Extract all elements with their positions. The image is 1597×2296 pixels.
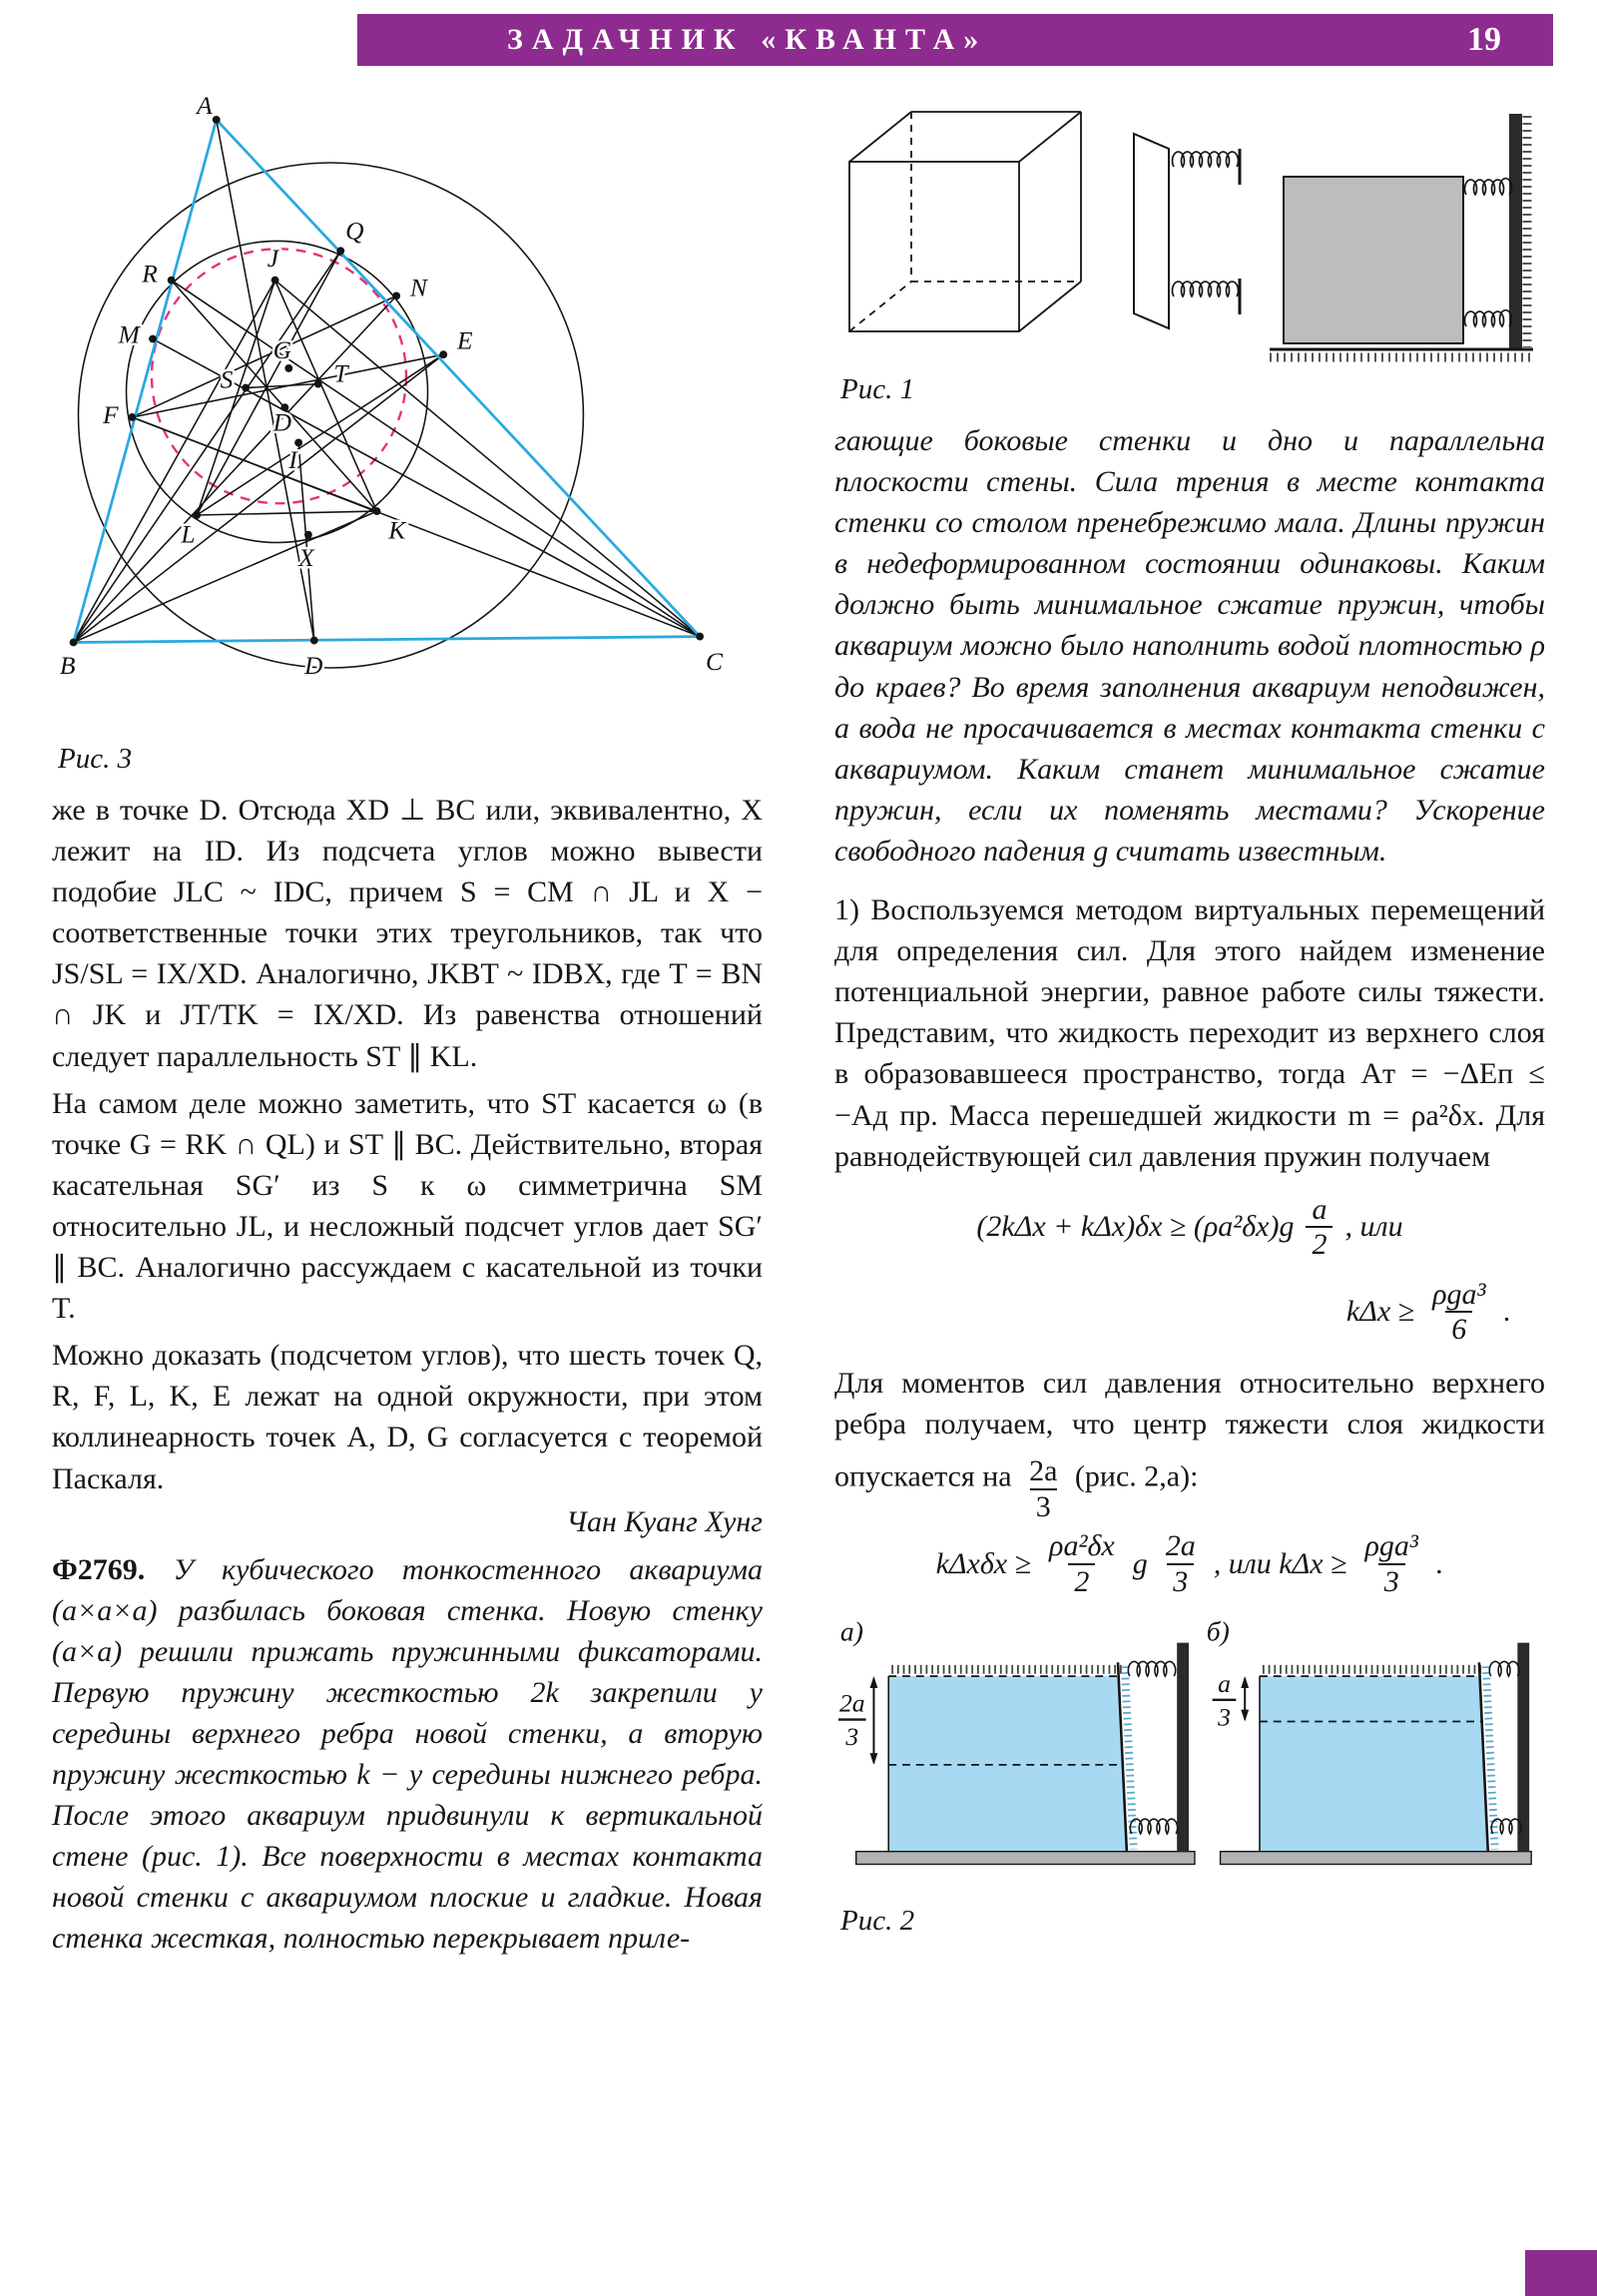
spring-coil-bottom xyxy=(1173,282,1239,296)
geometry-paragraph-2: На самом деле можно заметить, что ST касается ω (в точке G = RK ∩ QL) и ST ∥ BC. Действительно, вторая касательная SG′ из S к ω симметрична SM относительно JL, и несложный подсчет углов дает SG′ ∥ BC. Аналогично рассуждаем с касательной из точки T. xyxy=(52,1086,763,1326)
fraction: $\frac{a}{2}$ xyxy=(1306,1193,1332,1262)
problem-statement xyxy=(52,1549,763,1960)
point-dot-M xyxy=(149,335,157,343)
page-number: 19 xyxy=(1467,21,1501,58)
spring-coil-top xyxy=(1465,179,1512,195)
point-dot-J xyxy=(271,277,279,285)
figure-1-caption: Рис. 1 xyxy=(840,373,915,405)
fraction: $\frac{\text{ρga³}}{6}$ xyxy=(1432,1277,1486,1347)
cevian-line xyxy=(272,281,701,637)
point-dot-K xyxy=(373,507,381,515)
point-label-D: D xyxy=(272,407,292,437)
table-a xyxy=(856,1851,1195,1864)
cube-wireframe xyxy=(849,112,1081,331)
equation-1 xyxy=(834,1193,1545,1262)
figure-2-caption: Рис. 2 xyxy=(840,1904,915,1937)
figure-1-aquarium-setup xyxy=(834,92,1533,369)
equation-2-lhs: kΔx ≥ xyxy=(1345,1295,1415,1329)
point-label-N: N xyxy=(409,273,427,302)
point-label-R: R xyxy=(142,259,158,288)
solution-paragraph-1: 1) Воспользуемся методом виртуальных перемещений для определения сил. Для этого найдем изменение потенциальной энергии, равное работе силы тяжести. Представим, что жидкость переходит из верхнего слоя в образовавшееся пространство, тогда Aт = −ΔEп ≤ −Aд пр. Масса перешедшей жидкости m = ρa²δx. Для равнодействующей сил давления пружин получаем xyxy=(834,893,1545,1173)
figure-3-geometry-diagram xyxy=(52,92,757,739)
point-dot-C xyxy=(696,633,704,641)
header-bar xyxy=(357,14,1553,66)
equation-1-lhs: (2kΔx + kΔx)δx ≥ (ρa²δx)g xyxy=(976,1210,1295,1244)
point-label-C: C xyxy=(706,646,724,676)
spring-coil-top xyxy=(1173,152,1239,167)
point-label-M: M xyxy=(118,319,140,349)
cevian-line xyxy=(153,339,700,637)
fraction: $\frac{\text{ρga³}}{3}$ xyxy=(1364,1529,1418,1599)
subfigure-b xyxy=(1207,1615,1531,1864)
point-label-I: I xyxy=(288,444,297,474)
point-label-D: D xyxy=(303,650,323,680)
triangle-side xyxy=(74,637,701,643)
wall-bar-a xyxy=(1177,1642,1189,1851)
point-label-L: L xyxy=(181,519,196,549)
spring-coil-top-b xyxy=(1489,1661,1519,1676)
svg-text:2a: 2a xyxy=(838,1688,865,1718)
inline-fraction: $\frac{2a}{3}$ xyxy=(1029,1454,1058,1523)
point-dot-D xyxy=(310,637,318,645)
subfigure-a xyxy=(838,1615,1195,1864)
svg-text:а): а) xyxy=(839,1615,863,1647)
equation-1-tail: , или xyxy=(1344,1210,1403,1244)
svg-text:a: a xyxy=(1218,1668,1231,1698)
author-byline: Чан Куанг Хунг xyxy=(566,1504,763,1538)
fraction: $\frac{\text{ρa²δx}}{2}$ xyxy=(1049,1529,1115,1599)
cevian-line xyxy=(74,354,444,642)
equation-2 xyxy=(834,1278,1545,1347)
point-label-F: F xyxy=(102,399,119,429)
point-dot-A xyxy=(213,116,221,124)
svg-text:3: 3 xyxy=(1218,1702,1231,1732)
equation-2-tail: . xyxy=(1503,1295,1511,1329)
point-label-S: S xyxy=(220,364,234,394)
figure-2-water-tanks xyxy=(834,1615,1543,1901)
point-dot-X xyxy=(304,531,312,539)
point-label-E: E xyxy=(456,325,473,355)
left-column xyxy=(52,92,763,1966)
spring-coil-top-a xyxy=(1128,1661,1175,1676)
incircle-omega-dashed xyxy=(152,249,406,503)
point-dot-T xyxy=(314,380,322,388)
point-dot-Q xyxy=(336,247,344,255)
solution-paragraph-2: Для моментов сил давления относительно верхнего ребра получаем, что центр тяжести слоя жидкости опускается на $\frac{2a}{3}$ (рис. 2,а): xyxy=(834,1367,1545,1523)
point-label-B: B xyxy=(59,650,76,680)
geometry-paragraph-3: Можно доказать (подсчетом углов), что шесть точек Q, R, F, L, K, E лежат на одной окружности, при этом коллинеарность точек A, D, G согласуется с теоремой Паскаля. xyxy=(52,1339,763,1495)
point-label-T: T xyxy=(333,358,348,388)
point-label-Q: Q xyxy=(345,216,364,246)
cevian-line xyxy=(197,281,274,515)
page-corner-decoration xyxy=(1525,2250,1597,2296)
svg-text:б): б) xyxy=(1206,1615,1230,1647)
right-column xyxy=(834,92,1545,1952)
point-dot-N xyxy=(392,291,400,299)
dimension-arrow-a xyxy=(870,1676,878,1765)
new-wall-panel xyxy=(1134,134,1240,328)
problem-text: У кубического тонкостенного аквариума (a×a×a) разбилась боковая стенка. Новую стенку (a×a) решили прижать пружинными фиксаторами. Первую пружину жесткостью 2k закрепили у середины верхнего ребра новой стенки, а вторую пружину жесткостью k − у середины нижнего ребра. После этого аквариум придвинули к вертикальной стене (рис. 1). Все поверхности в местах контакта новой стенки с аквариумом плоские и гладкие. Новая стенка жесткая, полностью перекрывает приле- xyxy=(52,1552,763,1956)
point-label-G: G xyxy=(272,335,292,365)
cevian-line xyxy=(298,442,314,640)
figure-3-caption: Рис. 3 xyxy=(58,743,133,775)
problem-continuation: гающие боковые стенки и дно и параллельна плоскости стены. Сила трения в месте контакта стенки со столом пренебрежимо мала. Длины пружин в недеформированном состоянии одинаковы. Каким должно быть минимальное сжатие пружин, чтобы аквариум можно было наполнить водой плотностью ρ до краев? Во время заполнения аквариум неподвижен, а вода не просачивается в местах контакта стенки с аквариумом. Каким станет минимальное сжатие пружин, если их поменять местами? Ускорение свободного падения g считать известным. xyxy=(834,424,1545,867)
triangle-side xyxy=(74,120,217,643)
point-dot-R xyxy=(168,277,176,285)
cevian-line xyxy=(172,281,701,637)
equation-3: kΔxδx ≥ $\frac{\text{ρa²δx}}{2}$ g $\frac{2a}{3}$ , или kΔx ≥ $\frac{\text{ρga³}}{3}$ . xyxy=(935,1529,1444,1599)
spring-coil-bottom xyxy=(1465,310,1512,326)
problem-number: Ф2769. xyxy=(52,1552,146,1586)
point-dot-L xyxy=(193,511,201,519)
geometry-paragraph-1: же в точке D. Отсюда XD ⊥ BC или, эквивалентно, X лежит на ID. Из подсчета углов можно вывести подобие JLC ~ IDC, причем S = CM ∩ JL и X − соответственные точки этих треугольников, так что JS/SL = IX/XD. Аналогично, JKBT ~ IDBX, где T = BN ∩ JK и JT/TK = IX/XD. Из равенства отношений следует параллельность ST ∥ KL. xyxy=(52,794,763,1073)
aquarium-body xyxy=(1284,177,1463,343)
point-dot-B xyxy=(70,639,78,647)
point-label-X: X xyxy=(298,543,314,573)
point-label-J: J xyxy=(266,243,279,273)
aquarium-against-wall xyxy=(1270,114,1533,357)
point-dot-G xyxy=(284,364,292,372)
cevian-line xyxy=(272,281,377,511)
point-label-A: A xyxy=(197,92,213,120)
svg-text:3: 3 xyxy=(845,1721,859,1751)
table-b xyxy=(1221,1851,1532,1864)
point-dot-S xyxy=(242,384,250,392)
fraction: $\frac{2a}{3}$ xyxy=(1165,1529,1196,1599)
dimension-arrow-b xyxy=(1241,1676,1249,1721)
point-dot-F xyxy=(128,413,136,421)
water-tank-b xyxy=(1260,1676,1487,1852)
spring-coil-bottom-a xyxy=(1130,1819,1177,1834)
circle xyxy=(78,163,583,668)
point-label-K: K xyxy=(388,515,406,545)
point-dot-E xyxy=(439,350,447,358)
section-title: ЗАДАЧНИК «КВАНТА» xyxy=(507,23,988,56)
cevian-line xyxy=(197,511,376,515)
water-tank-a xyxy=(888,1676,1126,1852)
